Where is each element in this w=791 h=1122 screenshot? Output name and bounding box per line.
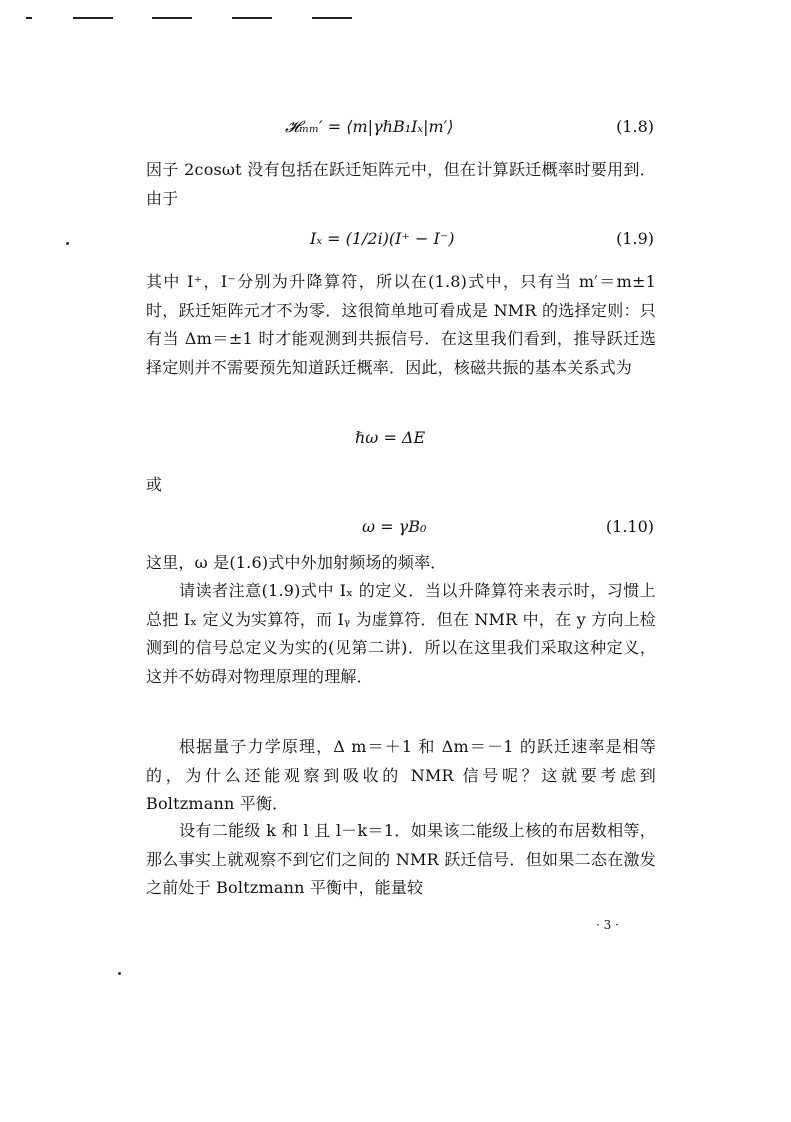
paragraph: 请读者注意(1.9)式中 Iₓ 的定义．当以升降算符来表示时，习惯上总把 Iₓ 定义为实算符，而 Iᵧ 为虚算符．但在 NMR 中，在 y 方向上检测到的信号总定义为实的(见第二讲)．所以在这里我们采取这种定义，这并不妨碍对物理原理的理解．: [146, 581, 656, 686]
equation-number: (1.10): [605, 517, 654, 536]
paragraph: 设有二能级 k 和 l 且 l－k＝1．如果该二能级上核的布居数相等，那么事实上就观察不到它们之间的 NMR 跃迁信号．但如果二态在激发之前处于 Boltzmann 平衡中，能量较: [146, 821, 656, 898]
scan-speck: [66, 242, 69, 245]
equation-formula: Iₓ = (1/2i)(I⁺ − I⁻): [310, 229, 455, 248]
equation-1-10: [140, 512, 656, 542]
top-rule: [312, 17, 352, 19]
top-rule: [73, 17, 113, 19]
equation-formula: ω = γB₀: [362, 517, 427, 536]
scan-speck: [118, 972, 121, 975]
equation-number: (1.9): [616, 229, 654, 248]
paragraph: 根据量子力学原理，Δ m＝＋1 和 Δm＝－1 的跃迁速率是相等的，为什么还能观察到吸收的 NMR 信号呢？这就要考虑到 Boltzmann 平衡．: [146, 737, 656, 814]
equation-formula: ℏω = ΔE: [355, 428, 426, 447]
equation-number: (1.8): [616, 117, 654, 136]
paragraph: 或: [146, 475, 163, 494]
equation-resonance: [140, 423, 656, 453]
page-number: · 3 ·: [596, 918, 619, 932]
top-rule: [152, 17, 192, 19]
paragraph: 其中 I⁺，I⁻分别为升降算符，所以在(1.8)式中，只有当 m′＝m±1 时，跃迁矩阵元才不为零．这很简单地可看成是 NMR 的选择定则：只有当 Δm＝±1 时才能观测到共振信号．在这里我们看到，推导跃迁选择定则并不需要预先知道跃迁概率．因此，核磁共振的基本关系式为: [146, 272, 656, 377]
paragraph: 因子 2cosωt 没有包括在跃迁矩阵元中，但在计算跃迁概率时要用到．由于: [146, 160, 656, 208]
equation-1-9: [140, 224, 656, 254]
paragraph: 这里，ω 是(1.6)式中外加射频场的频率．: [146, 553, 447, 572]
top-rule: [232, 17, 272, 19]
equation-formula: 𝓗ₘₘ′ = ⟨m|γℏB₁Iₓ|m′⟩: [285, 117, 454, 136]
equation-1-8: [140, 112, 656, 142]
top-rule: [26, 17, 32, 19]
